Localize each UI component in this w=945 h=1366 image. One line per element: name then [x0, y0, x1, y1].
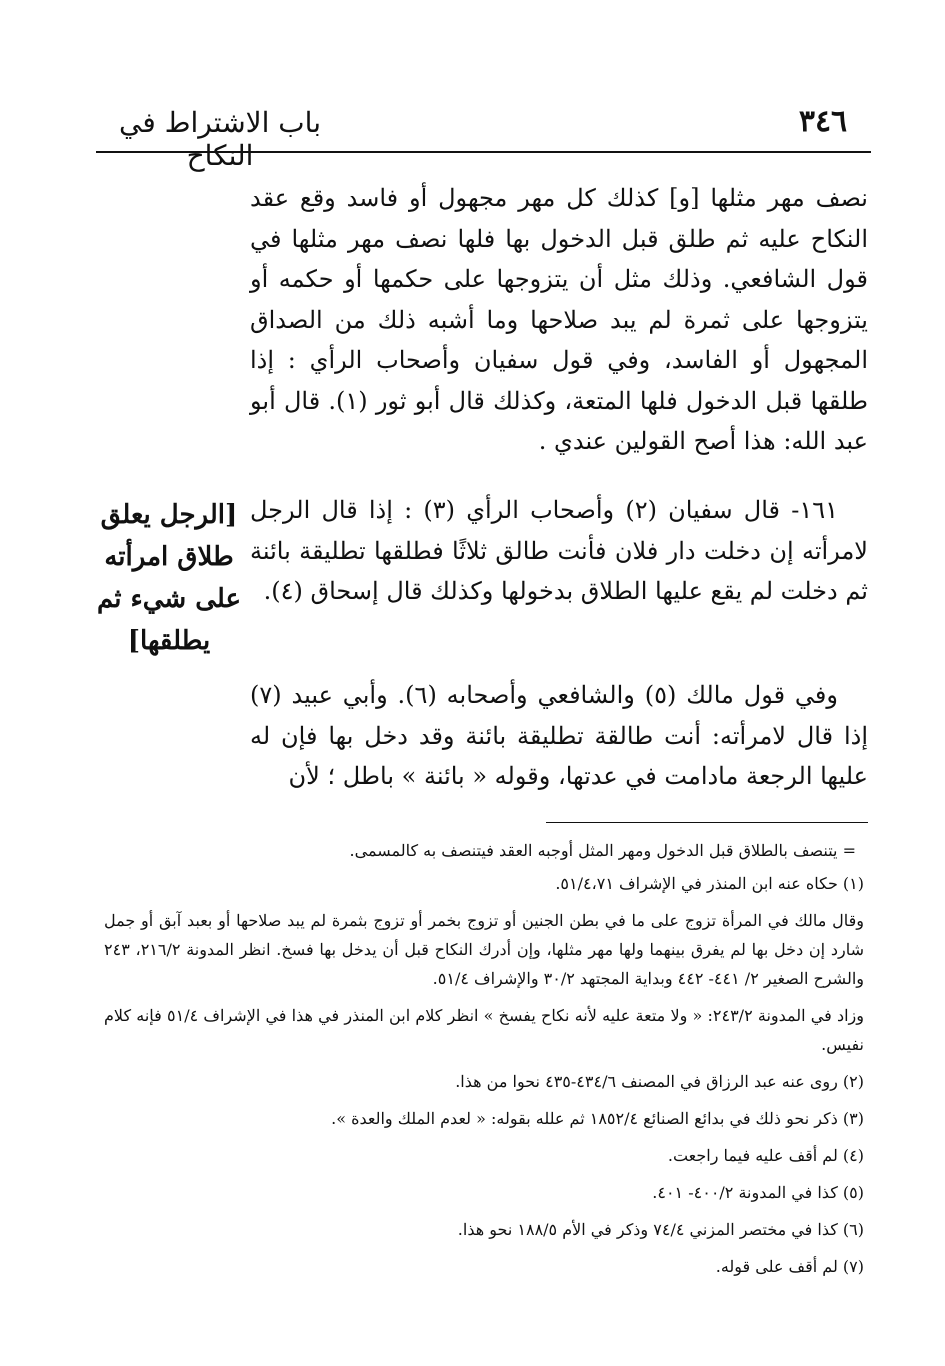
margin-heading-line: [الرجل يعلق [100, 500, 238, 530]
margin-heading-line: يطلقها] [127, 626, 211, 656]
footnote-1-note: وقال مالك في المرأة تزوج على ما في بطن الجنين أو تزوج بخمر أو تزوج بثمرة لم يبد صلاحها أو بعبد آبق أو جمل شارد إن دخل بها لم يفرق بينهما ولها مهر مثلها، وإن أدرك النكاح قبل أن يدخل بها فسخ. انظر المدونة ٢١٦/٢، ٢٤٣ والشرح الصغير ٢/ ٤٤١- ٤٤٢ وبداية المجتهد ٣٠/٢ والإشراف ٥١/٤. [104, 911, 865, 988]
margin-heading-line: على شيء ثم [96, 584, 242, 614]
paragraph-text: ١٦١- قال سفيان (٢) وأصحاب الرأي (٣) : إذا قال الرجل لامرأته إن دخلت دار فلان فأنت طالق ثلاثًا فطلقها تطليقة بائنة ثم دخلت لم يقع عليها الطلاق بدخولها وكذلك قال إسحاق (٤). [250, 496, 868, 605]
footnote-1-note: وزاد في المدونة ٢٤٣/٢: « ولا متعة عليه لأنه نكاح يفسخ » انظر كلام ابن المنذر في هذا في الإشراف ٥١/٤ فإنه كلام نفيس. [104, 1006, 865, 1054]
footnote-5: (٥) كذا في المدونة ٤٠٠/٢- ٤٠١. [652, 1183, 864, 1202]
footnote-6: (٦) كذا في مختصر المزني ٧٤/٤ وذكر في الأم ١٨٨/٥ نحو هذا. [457, 1220, 864, 1239]
main-text-paragraph [250, 490, 868, 612]
running-header-title: باب الاشتراط في النكاح [119, 106, 321, 172]
footnote-divider [546, 822, 868, 823]
footnote-7: (٧) لم أقف على قوله. [715, 1257, 864, 1276]
paragraph-text: نصف مهر مثلها [و] كذلك كل مهر مجهول أو فاسد وقع عقد النكاح عليه ثم طلق قبل الدخول بها فلها نصف مهر مثلها في قول الشافعي. وذلك مثل أن يتزوجها على حكمها أو حكمه أو يتزوجها على ثمرة لم يبد صلاحها وما أشبه ذلك من الصداق المجهول أو الفاسد، وفي قول سفيان وأصحاب الرأي : إذا طلقها قبل الدخول فلها المتعة، وكذلك قال أبو ثور (١). قال أبو عبد الله: هذا أصح القولين عندي . [250, 184, 869, 455]
footnote-continuation: = يتنصف بالطلاق قبل الدخول ومهر المثل أوجبه العقد فيتنصف به كالمسمى. [349, 841, 856, 860]
margin-heading-line: طلاق امرأته [104, 542, 234, 572]
footnote-3: (٣) ذكر نحو ذلك في بدائع الصنائع ١٨٥٢/٤ ثم علله بقوله: « لعدم الملك والعدة ». [331, 1109, 864, 1128]
header-divider [96, 151, 871, 153]
footnotes [104, 836, 864, 1289]
footnote-2: (٢) روى عنه عبد الرزاق في المصنف ٤٣٤/٦-٤٣٥ نحوا من هذا. [455, 1072, 864, 1091]
main-text-paragraph [250, 675, 868, 797]
footnote-4: (٤) لم أقف عليه فيما راجعت. [667, 1146, 864, 1165]
main-text-paragraph [250, 178, 868, 462]
page-number: ٣٤٦ [798, 104, 848, 139]
margin-heading [96, 494, 242, 662]
paragraph-text: وفي قول مالك (٥) والشافعي وأصحابه (٦). وأبي عبيد (٧) إذا قال لامرأته: أنت طالقة تطليقة بائنة وقد دخل بها فإن له عليها الرجعة مادامت في عدتها، وقوله « بائنة » باطل ؛ لأن [250, 681, 868, 790]
footnote-1: (١) حكاه عنه ابن المنذر في الإشراف ٥١/٤،٧١. [555, 874, 864, 893]
